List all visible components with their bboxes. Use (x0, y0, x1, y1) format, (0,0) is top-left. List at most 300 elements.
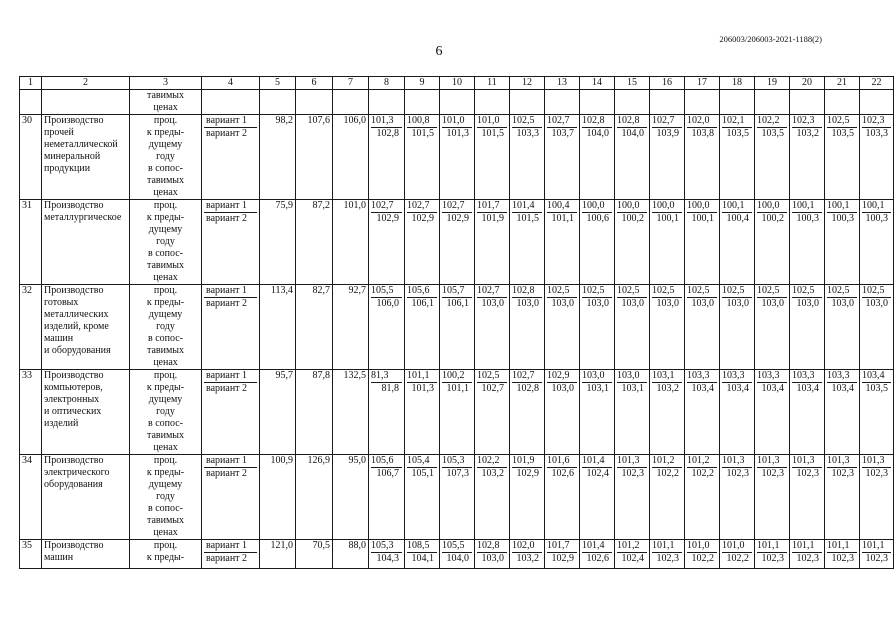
variant-2-value: 103,0 (621, 298, 644, 309)
variant-2-value: 103,0 (481, 298, 504, 309)
variant-1-value: 102,5 (652, 285, 682, 298)
variant-2-value: 103,1 (586, 383, 609, 394)
unit-cell (130, 540, 202, 569)
variant-2-value: 100,2 (761, 213, 784, 224)
variant-1-value: 102,8 (477, 540, 507, 553)
variant-2-value: 81,8 (381, 383, 399, 394)
variant-2-value: 103,3 (865, 128, 888, 139)
variant-1-label: вариант 1 (204, 115, 257, 128)
unit-line: ценах (153, 187, 178, 198)
variant-2-label: вариант 2 (206, 468, 248, 479)
value-pair (790, 455, 825, 540)
unit-line: дущему (148, 309, 183, 320)
variant-1-value: 101,7 (547, 540, 577, 553)
value-pair (685, 285, 720, 370)
variant-1-value: 102,0 (512, 540, 542, 553)
variant-1-value: 102,5 (687, 285, 717, 298)
value-pair (790, 370, 825, 455)
value-pair (405, 115, 440, 200)
table-row-continued (20, 90, 894, 115)
value-c7: 101,0 (333, 200, 369, 285)
value-pair (475, 285, 510, 370)
unit-line: тавимых (146, 175, 185, 186)
variant-2-value: 101,1 (551, 213, 574, 224)
unit-line: ценах (153, 272, 178, 283)
variant-1-value: 105,3 (371, 540, 402, 553)
forecast-table (19, 76, 894, 569)
variant-1-value: 101,0 (687, 540, 717, 553)
unit-line: тавимых (146, 345, 185, 356)
unit-cell (130, 370, 202, 455)
unit-cell (130, 90, 202, 115)
variant-1-value: 102,8 (617, 115, 647, 128)
variant-1-value: 105,7 (442, 285, 472, 298)
unit-line: в сопос- (147, 418, 184, 429)
row-number: 31 (20, 200, 42, 285)
variant-1-value: 102,7 (652, 115, 682, 128)
variant-2-value: 103,5 (865, 383, 888, 394)
variant-1-value: 105,3 (442, 455, 472, 468)
variant-labels (202, 455, 260, 540)
variant-2-value: 103,9 (656, 128, 679, 139)
unit-line: тавимых (146, 90, 185, 101)
variant-2-value: 103,0 (586, 298, 609, 309)
unit-line: дущему (148, 224, 183, 235)
unit-line: проц. (153, 200, 178, 211)
variant-1-value: 102,5 (827, 115, 857, 128)
variant-1-value: 101,0 (442, 115, 472, 128)
unit-line: проц. (153, 115, 178, 126)
value-pair (615, 115, 650, 200)
variant-2-value: 104,3 (376, 553, 399, 564)
name-line: и оптических (44, 406, 102, 417)
value-pair (580, 200, 615, 285)
variant-2-value: 102,9 (376, 213, 399, 224)
column-header: 3 (130, 77, 202, 90)
unit-line: году (156, 236, 175, 247)
variant-2-value: 100,3 (796, 213, 819, 224)
value-pair (405, 370, 440, 455)
variant-2-value: 102,3 (656, 553, 679, 564)
variant-1-value: 101,9 (512, 455, 542, 468)
variant-1-value: 102,5 (582, 285, 612, 298)
unit-line: году (156, 491, 175, 502)
value-pair (825, 540, 860, 569)
value-pair (720, 200, 755, 285)
value-pair (510, 285, 545, 370)
value-pair (860, 455, 894, 540)
variant-2-value: 103,5 (831, 128, 854, 139)
variant-2-value: 103,3 (516, 128, 539, 139)
variant-2-value: 102,2 (691, 468, 714, 479)
unit-line: к преды- (146, 382, 185, 393)
variant-2-value: 106,1 (446, 298, 469, 309)
value-pair (720, 455, 755, 540)
unit-line: году (156, 321, 175, 332)
table-row (20, 370, 894, 455)
value-c7: 88,0 (333, 540, 369, 569)
variant-2-value: 104,0 (446, 553, 469, 564)
unit-line: проц. (153, 455, 178, 466)
unit-line: ценах (153, 442, 178, 453)
value-pair (755, 455, 790, 540)
name-line: компьютеров, (44, 382, 103, 393)
value-pair (790, 540, 825, 569)
variant-2-value: 103,2 (796, 128, 819, 139)
variant-1-value: 105,4 (407, 455, 437, 468)
value-c7: 95,0 (333, 455, 369, 540)
variant-2-value: 100,3 (865, 213, 888, 224)
value-pair (860, 200, 894, 285)
value-pair (475, 455, 510, 540)
variant-1-value: 100,4 (547, 200, 577, 213)
industry-name (42, 370, 130, 455)
variant-1-value: 102,7 (407, 200, 437, 213)
value-pair (650, 455, 685, 540)
variant-1-value: 103,3 (722, 370, 752, 383)
column-header: 5 (260, 77, 296, 90)
variant-1-value: 102,2 (477, 455, 507, 468)
name-line: изделий (44, 418, 79, 429)
value-pair (440, 285, 475, 370)
value-pair (860, 540, 894, 569)
column-header: 21 (825, 77, 860, 90)
unit-cell (130, 115, 202, 200)
value-pair (369, 455, 405, 540)
unit-line: тавимых (146, 260, 185, 271)
industry-name (42, 285, 130, 370)
variant-1-value: 100,0 (582, 200, 612, 213)
variant-1-value: 101,3 (617, 455, 647, 468)
name-line: оборудования (44, 479, 103, 490)
variant-1-value: 101,1 (862, 540, 891, 553)
name-line: электрического (44, 467, 110, 478)
variant-1-value: 103,4 (862, 370, 891, 383)
variant-2-value: 102,3 (796, 553, 819, 564)
value-c6: 87,2 (296, 200, 333, 285)
row-number: 33 (20, 370, 42, 455)
unit-line: к преды- (146, 467, 185, 478)
variant-1-value: 102,5 (477, 370, 507, 383)
variant-1-value: 102,5 (827, 285, 857, 298)
variant-2-label: вариант 2 (206, 298, 248, 309)
variant-1-value: 100,0 (617, 200, 647, 213)
column-number-row (20, 77, 894, 90)
variant-1-value: 102,3 (792, 115, 822, 128)
column-header: 9 (405, 77, 440, 90)
variant-1-value: 101,1 (652, 540, 682, 553)
variant-1-value: 100,0 (652, 200, 682, 213)
variant-1-value: 102,9 (547, 370, 577, 383)
name-line: готовых (44, 297, 79, 308)
unit-line: в сопос- (147, 248, 184, 259)
value-pair (860, 285, 894, 370)
row-number: 32 (20, 285, 42, 370)
table-row (20, 455, 894, 540)
variant-1-value: 103,0 (582, 370, 612, 383)
variant-2-value: 103,2 (656, 383, 679, 394)
variant-1-value: 100,1 (792, 200, 822, 213)
value-pair (755, 540, 790, 569)
variant-2-value: 104,0 (621, 128, 644, 139)
name-line: неметаллической (44, 139, 118, 150)
variant-1-value: 103,3 (792, 370, 822, 383)
variant-1-value: 101,0 (477, 115, 507, 128)
variant-2-value: 102,4 (586, 468, 609, 479)
column-header: 2 (42, 77, 130, 90)
variant-1-value: 102,0 (687, 115, 717, 128)
variant-1-label: вариант 1 (204, 370, 257, 383)
name-line: машин (44, 333, 74, 344)
variant-2-value: 103,0 (796, 298, 819, 309)
name-line: Производство (44, 455, 104, 466)
variant-2-value: 102,3 (761, 468, 784, 479)
name-line: Производство (44, 200, 104, 211)
table-row (20, 285, 894, 370)
unit-line: в сопос- (147, 333, 184, 344)
column-header: 19 (755, 77, 790, 90)
column-header: 16 (650, 77, 685, 90)
variant-1-value: 101,2 (652, 455, 682, 468)
value-pair (510, 115, 545, 200)
value-c5: 121,0 (260, 540, 296, 569)
variant-2-value: 104,0 (586, 128, 609, 139)
value-pair (790, 285, 825, 370)
value-c7: 106,0 (333, 115, 369, 200)
name-line: металлических (44, 309, 109, 320)
variant-labels (202, 200, 260, 285)
variant-1-value: 81,3 (371, 370, 402, 383)
name-line: изделий, кроме (44, 321, 109, 332)
variant-1-value: 105,5 (371, 285, 402, 298)
variant-2-value: 107,3 (446, 468, 469, 479)
value-pair (685, 370, 720, 455)
variant-1-value: 102,5 (512, 115, 542, 128)
variant-1-value: 102,7 (547, 115, 577, 128)
variant-2-value: 103,2 (481, 468, 504, 479)
variant-2-value: 103,0 (831, 298, 854, 309)
variant-2-value: 102,3 (761, 553, 784, 564)
variant-1-value: 101,2 (617, 540, 647, 553)
variant-2-value: 103,0 (516, 298, 539, 309)
value-pair (580, 115, 615, 200)
column-header: 17 (685, 77, 720, 90)
variant-2-value: 101,3 (411, 383, 434, 394)
value-pair (369, 370, 405, 455)
variant-1-label: вариант 1 (204, 285, 257, 298)
value-pair (475, 370, 510, 455)
value-c5: 98,2 (260, 115, 296, 200)
variant-1-value: 103,3 (687, 370, 717, 383)
value-pair (790, 115, 825, 200)
variant-1-value: 105,6 (407, 285, 437, 298)
variant-1-value: 105,5 (442, 540, 472, 553)
variant-2-value: 100,1 (656, 213, 679, 224)
value-pair (755, 115, 790, 200)
name-line: машин (44, 552, 74, 563)
column-header: 6 (296, 77, 333, 90)
variant-1-value: 101,1 (792, 540, 822, 553)
table-row (20, 200, 894, 285)
value-pair (825, 370, 860, 455)
unit-line: дущему (148, 139, 183, 150)
variant-labels (202, 285, 260, 370)
value-pair (685, 200, 720, 285)
variant-2-value: 106,7 (376, 468, 399, 479)
variant-2-value: 102,9 (411, 213, 434, 224)
value-pair (510, 455, 545, 540)
variant-2-value: 102,3 (831, 553, 854, 564)
value-pair (755, 370, 790, 455)
column-header: 4 (202, 77, 260, 90)
value-pair (405, 285, 440, 370)
column-header: 11 (475, 77, 510, 90)
variant-2-value: 102,4 (621, 553, 644, 564)
variant-2-value: 103,4 (726, 383, 749, 394)
variant-2-value: 101,3 (446, 128, 469, 139)
column-header: 1 (20, 77, 42, 90)
value-pair (405, 540, 440, 569)
value-pair (580, 455, 615, 540)
variant-2-value: 102,8 (516, 383, 539, 394)
variant-1-value: 101,4 (582, 540, 612, 553)
variant-1-value: 103,0 (617, 370, 647, 383)
variant-1-value: 101,0 (722, 540, 752, 553)
value-pair (755, 200, 790, 285)
column-header: 10 (440, 77, 475, 90)
variant-2-value: 103,5 (726, 128, 749, 139)
value-c5: 95,7 (260, 370, 296, 455)
variant-1-value: 102,5 (792, 285, 822, 298)
variant-1-value: 102,5 (862, 285, 891, 298)
unit-line: дущему (148, 394, 183, 405)
variant-1-value: 102,1 (722, 115, 752, 128)
industry-name (42, 455, 130, 540)
value-pair (720, 370, 755, 455)
value-pair (475, 540, 510, 569)
row-number: 34 (20, 455, 42, 540)
variant-2-value: 103,0 (865, 298, 888, 309)
variant-2-value: 102,9 (516, 468, 539, 479)
variant-1-value: 101,7 (477, 200, 507, 213)
variant-1-value: 102,7 (442, 200, 472, 213)
variant-1-value: 103,3 (757, 370, 787, 383)
name-line: электронных (44, 394, 100, 405)
value-pair (510, 370, 545, 455)
value-pair (720, 285, 755, 370)
variant-2-value: 103,0 (551, 383, 574, 394)
name-line: и оборудования (44, 345, 111, 356)
variant-2-value: 103,0 (691, 298, 714, 309)
value-pair (685, 115, 720, 200)
variant-1-value: 102,5 (617, 285, 647, 298)
value-pair (475, 115, 510, 200)
variant-1-value: 103,1 (652, 370, 682, 383)
value-c5: 100,9 (260, 455, 296, 540)
value-pair (440, 200, 475, 285)
table-row (20, 540, 894, 569)
variant-1-label: вариант 1 (204, 455, 257, 468)
variant-labels (202, 115, 260, 200)
variant-2-value: 103,4 (796, 383, 819, 394)
unit-line: проц. (153, 370, 178, 381)
value-pair (755, 285, 790, 370)
variant-1-value: 101,2 (687, 455, 717, 468)
variant-1-value: 103,3 (827, 370, 857, 383)
value-pair (650, 285, 685, 370)
variant-2-value: 103,0 (481, 553, 504, 564)
variant-1-value: 101,3 (371, 115, 402, 128)
unit-cell (130, 285, 202, 370)
value-pair (720, 115, 755, 200)
variant-2-value: 104,1 (411, 553, 434, 564)
industry-name (42, 540, 130, 569)
variant-2-value: 103,4 (831, 383, 854, 394)
value-pair (545, 540, 580, 569)
value-pair (580, 285, 615, 370)
variant-2-label: вариант 2 (206, 213, 248, 224)
variant-1-value: 101,3 (792, 455, 822, 468)
variant-1-value: 108,5 (407, 540, 437, 553)
variant-2-value: 101,5 (516, 213, 539, 224)
variant-1-value: 100,2 (442, 370, 472, 383)
value-pair (860, 370, 894, 455)
variant-1-value: 101,3 (757, 455, 787, 468)
variant-2-value: 102,2 (656, 468, 679, 479)
unit-line: к преды- (146, 297, 185, 308)
variant-1-value: 101,6 (547, 455, 577, 468)
variant-2-value: 100,2 (621, 213, 644, 224)
variant-1-label: вариант 1 (204, 200, 257, 213)
variant-2-value: 102,2 (726, 553, 749, 564)
variant-1-value: 101,4 (512, 200, 542, 213)
variant-1-value: 102,7 (512, 370, 542, 383)
variant-2-value: 106,1 (411, 298, 434, 309)
variant-2-value: 101,9 (481, 213, 504, 224)
unit-line: к преды- (146, 552, 185, 563)
unit-line: году (156, 151, 175, 162)
variant-1-value: 102,3 (862, 115, 891, 128)
variant-2-value: 102,3 (865, 468, 888, 479)
variant-2-value: 103,4 (761, 383, 784, 394)
variant-1-value: 100,0 (757, 200, 787, 213)
variant-1-value: 101,3 (722, 455, 752, 468)
unit-line: в сопос- (147, 503, 184, 514)
value-pair (720, 540, 755, 569)
unit-line: дущему (148, 479, 183, 490)
variant-2-value: 102,8 (376, 128, 399, 139)
variant-1-value: 105,6 (371, 455, 402, 468)
value-pair (650, 370, 685, 455)
variant-labels (202, 540, 260, 569)
value-pair (580, 540, 615, 569)
value-pair (825, 115, 860, 200)
variant-2-value: 103,0 (726, 298, 749, 309)
value-pair (615, 200, 650, 285)
unit-line: тавимых (146, 430, 185, 441)
variant-2-value: 102,3 (865, 553, 888, 564)
value-pair (650, 115, 685, 200)
unit-line: к преды- (146, 127, 185, 138)
name-line: Производство (44, 285, 104, 296)
variant-2-value: 102,2 (691, 553, 714, 564)
unit-line: ценах (153, 357, 178, 368)
value-pair (369, 200, 405, 285)
variant-2-value: 103,1 (621, 383, 644, 394)
value-pair (615, 285, 650, 370)
value-pair (650, 540, 685, 569)
variant-1-value: 102,5 (547, 285, 577, 298)
